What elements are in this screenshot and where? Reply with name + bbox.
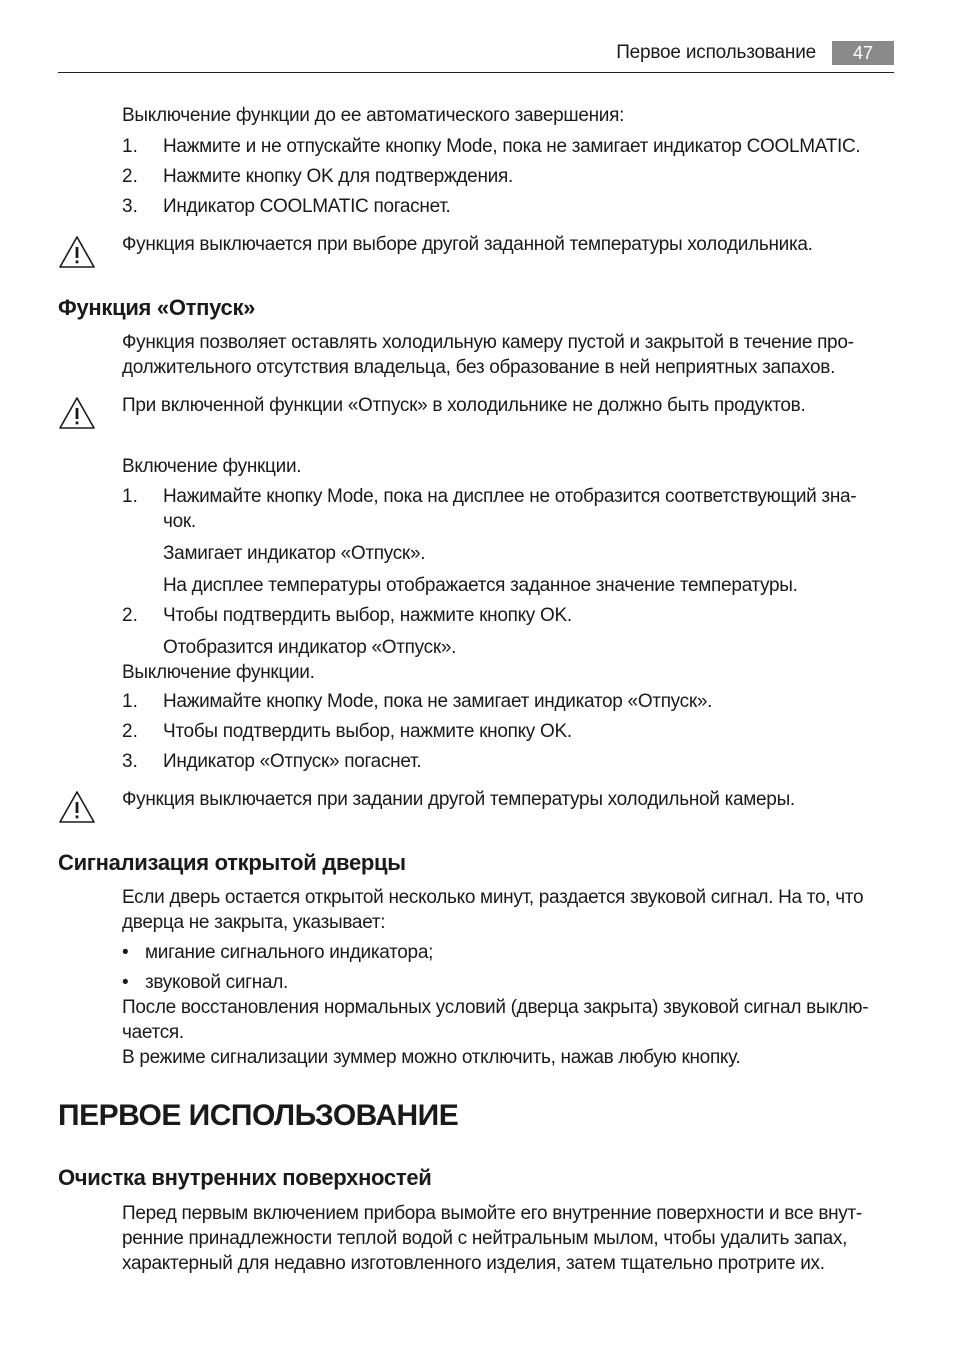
step-text: Чтобы подтвердить выбор, нажмите кнопку OK. <box>163 721 572 742</box>
holiday-off-intro: Выключение функции. <box>122 662 315 683</box>
header-title: Первое использование <box>616 42 816 63</box>
step-number: 2. <box>122 605 138 626</box>
step-text: Чтобы подтвердить выбор, нажмите кнопку OK. <box>163 605 572 626</box>
section-title-door-alarm: Сигнализация открытой дверцы <box>58 850 406 875</box>
cleaning-text-line: характерный для недавно изготовленного изделия, затем тщательно протрите их. <box>122 1253 825 1274</box>
step-number: 3. <box>122 196 138 217</box>
step-note: На дисплее температуры отображается заданное значение температуры. <box>163 575 798 596</box>
list-item: звуковой сигнал. <box>145 972 288 993</box>
list-item: мигание сигнального индикатора; <box>145 942 434 963</box>
door-after-line: чается. <box>122 1022 184 1043</box>
bullet-marker: • <box>122 942 129 963</box>
step-number: 2. <box>122 166 138 187</box>
cleaning-text-line: Перед первым включением прибора вымойте его внутренние поверхности и все внут- <box>122 1203 862 1224</box>
door-desc-line: Если дверь остается открытой несколько минут, раздается звуковой сигнал. На то, что <box>122 887 864 908</box>
warning-triangle-icon <box>58 395 96 431</box>
step-text: чок. <box>163 511 196 532</box>
step-text: Нажимайте кнопку Mode, пока на дисплее не отобразится соответствующий зна- <box>163 486 857 507</box>
step-number: 2. <box>122 721 138 742</box>
holiday-desc-line: должительного отсутствия владельца, без образование в ней неприятных запахов. <box>122 357 836 378</box>
door-buzzer-text: В режиме сигнализации зуммер можно отключить, нажав любую кнопку. <box>122 1047 741 1068</box>
door-after-line: После восстановления нормальных условий (дверца закрыта) звуковой сигнал выклю- <box>122 997 869 1018</box>
bullet-marker: • <box>122 972 129 993</box>
warning-text: Функция выключается при задании другой температуры холодильной камеры. <box>122 789 795 810</box>
step-text: Нажмите кнопку OK для подтверждения. <box>163 166 513 187</box>
step-note: Отобразится индикатор «Отпуск». <box>163 637 457 658</box>
page-header <box>58 40 894 73</box>
warning-triangle-icon <box>58 789 96 825</box>
cleaning-text-line: ренние принадлежности теплой водой с нейтральным мылом, чтобы удалить запах, <box>122 1228 848 1249</box>
step-number: 1. <box>122 136 138 157</box>
step-note: Замигает индикатор «Отпуск». <box>163 543 426 564</box>
step-number: 3. <box>122 751 138 772</box>
chapter-title-first-use: ПЕРВОЕ ИСПОЛЬЗОВАНИЕ <box>58 1099 459 1132</box>
holiday-desc-line: Функция позволяет оставлять холодильную камеру пустой и закрытой в течение про- <box>122 332 854 353</box>
section-title-cleaning: Очистка внутренних поверхностей <box>58 1165 432 1190</box>
coolmatic-off-intro: Выключение функции до ее автоматического завершения: <box>122 105 625 126</box>
step-number: 1. <box>122 486 138 507</box>
step-text: Индикатор «Отпуск» погаснет. <box>163 751 422 772</box>
section-title-holiday: Функция «Отпуск» <box>58 295 256 320</box>
step-text: Нажмите и не отпускайте кнопку Mode, пока не замигает индикатор COOLMATIC. <box>163 136 861 157</box>
warning-text: Функция выключается при выборе другой заданной температуры холодильника. <box>122 234 813 255</box>
step-text: Нажимайте кнопку Mode, пока не замигает индикатор «Отпуск». <box>163 691 713 712</box>
warning-text: При включенной функции «Отпуск» в холодильнике не должно быть продуктов. <box>122 395 806 416</box>
warning-triangle-icon <box>58 234 96 270</box>
step-number: 1. <box>122 691 138 712</box>
door-desc-line: дверца не закрыта, указывает: <box>122 912 386 933</box>
holiday-on-intro: Включение функции. <box>122 456 302 477</box>
step-text: Индикатор COOLMATIC погаснет. <box>163 196 451 217</box>
page-number-badge: 47 <box>832 41 894 65</box>
